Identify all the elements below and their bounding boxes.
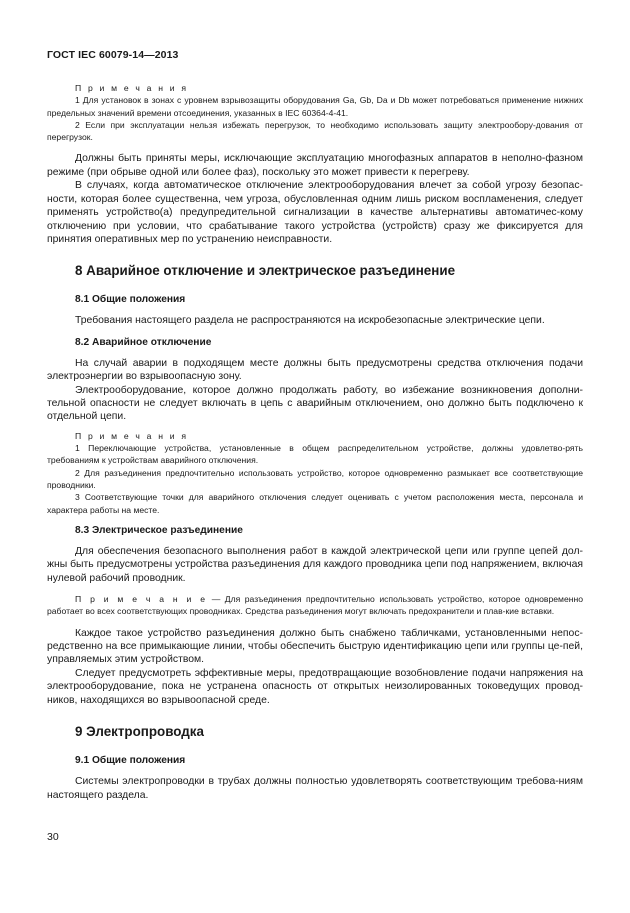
paragraph: Следует предусмотреть эффективные меры, предотвращающие возобновление подачи напряжения на электрооборудование, пока не устранена опасность от открытых неизолированных токоведущих провод-ников, находящихся во взрывоопасной среде. — [47, 667, 583, 706]
subsection-8-2-heading: 8.2 Аварийное отключение — [75, 336, 212, 348]
paragraph: Для обеспечения безопасного выполнения работ в каждой электрической цепи или группе цепей дол-жны быть предусмотрены устройства разъединения для каждого проводника цепи под напряжением, включая нулевой рабочий проводник. — [47, 545, 583, 584]
paragraph: Требования настоящего раздела не распространяются на искробезопасные электрические цепи. — [75, 315, 545, 327]
note-item: 3 Соответствующие точки для аварийного отключения следует оценивать с учетом расположения места, персонала и характера работы на месте. — [47, 492, 583, 515]
note-item: 1 Переключающие устройства, установленные в общем распределительном устройстве, должны удовлетво-рять требованиям к устройствам аварийного отключения. — [47, 443, 583, 466]
page-number: 30 — [47, 831, 59, 843]
notes-heading: П р и м е ч а н и я — [75, 430, 189, 441]
subsection-9-1-heading: 9.1 Общие положения — [75, 755, 186, 767]
section-9-heading: 9 Электропроводка — [75, 724, 204, 740]
note-item: 2 Для разъединения предпочтительно использовать устройство, которое одновременно размыкает все соответствующие проводники. — [47, 467, 583, 490]
note-text: — Для разъединения предпочтительно использовать устройство, которое одновременно работает во всех соответствующих проводниках. Средства разъединения могут включать предохранители и плав-кие вставки. — [47, 594, 583, 617]
paragraph: Должны быть приняты меры, исключающие эксплуатацию многофазных аппаратов в неполно-фазном режиме (при обрыве одной или более фаз), поскольку это может привести к перегреву. — [47, 153, 583, 178]
paragraph: В случаях, когда автоматическое отключение электрооборудования влечет за собой угрозу безопас-ности, которая более существенна, чем угроза, обусловленная одним лишь риском воспламенения, следует применять устройство(а) предупредительной сигнализации в качестве альтернативы автоматичес-кому отключению при условии, что срабатывание такого устройства (устройств) сразу же фиксируется для принятия оперативных мер по устранению неисправности. — [47, 180, 583, 245]
notes-heading: П р и м е ч а н и я — [75, 83, 189, 93]
paragraph: Каждое такое устройство разъединения должно быть снабжено табличками, установленными непос-редственно на все примыкающие линии, чтобы обеспечить быструю идентификацию цепи или группы це-пей, управляемых этим устройством. — [47, 627, 583, 666]
note-item: 2 Если при эксплуатации нельзя избежать перегрузок, то необходимо использовать защиту электрообору-дования от перегрузок. — [47, 119, 583, 143]
page-content — [47, 82, 583, 802]
paragraph: На случай аварии в подходящем месте должны быть предусмотрены средства отключения подачи электроэнергии во взрывоопасную зону. — [47, 357, 583, 383]
section-8-heading: 8 Аварийное отключение и электрическое разъединение — [75, 263, 456, 279]
note-label: П р и м е ч а н и е — [75, 594, 208, 605]
paragraph: Системы электропроводки в трубах должны полностью удовлетворять соответствующим требова-ниям настоящего раздела. — [47, 776, 583, 801]
subsection-8-1-heading: 8.1 Общие положения — [75, 294, 186, 306]
standard-header: ГОСТ IEC 60079-14—2013 — [47, 49, 179, 61]
note-item: 1 Для установок в зонах с уровнем взрывозащиты оборудования Ga, Gb, Da и Db может потребоваться применение нижних предельных значений времени отсоединения, указанных в IEC 60364-4-41. — [47, 95, 583, 118]
inline-note — [47, 593, 583, 618]
paragraph: Электрооборудование, которое должно продолжать работу, во избежание возникновения дополни-тельной опасности не следует включать в цепь с аварийным отключением, оно должно быть подключено к отдельной цепи. — [47, 384, 583, 423]
subsection-8-3-heading: 8.3 Электрическое разъединение — [75, 524, 243, 536]
